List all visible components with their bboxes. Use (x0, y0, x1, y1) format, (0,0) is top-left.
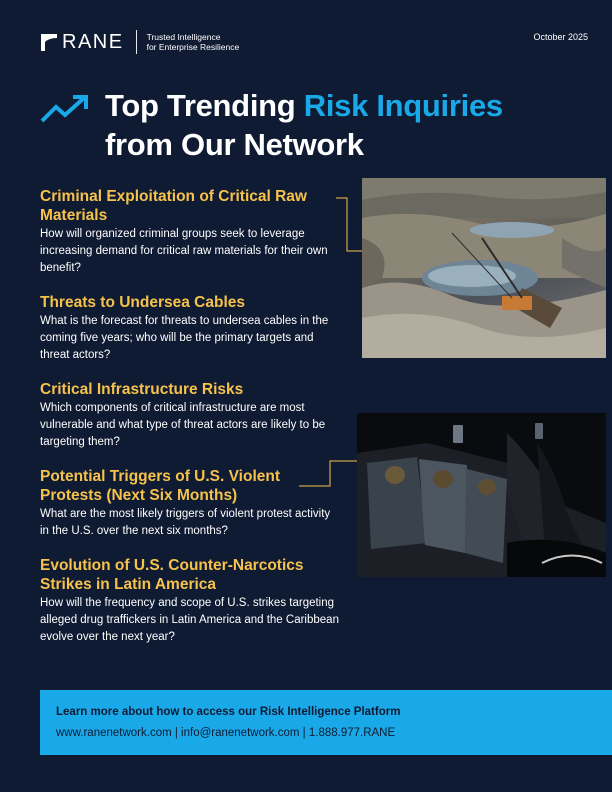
tagline-line1: Trusted Intelligence (146, 31, 221, 42)
rane-logo-icon (40, 32, 58, 52)
title-accent: Risk Inquiries (303, 88, 503, 123)
inquiry-description: Which components of critical infrastructure are most vulnerable and what type of threat actors are likely to be targeting them? (40, 402, 326, 448)
issue-date: October 2025 (533, 32, 588, 42)
inquiry-description: How will organized criminal groups seek to leverage increasing demand for critical raw materials for their own benefit? (40, 228, 328, 274)
inquiry-title: Threats to Undersea Cables (40, 294, 246, 311)
title-part1: Top Trending (105, 88, 304, 123)
inquiry-item (40, 187, 340, 277)
mining-site-photo (362, 178, 606, 358)
inquiry-title: Critical Infrastructure Risks (40, 381, 244, 398)
inquiry-list (40, 187, 340, 662)
inquiry-description: How will the frequency and scope of U.S. strikes targeting alleged drug traffickers in Latin America and the Caribbean evolve over the next year? (40, 597, 339, 643)
title-line2: from Our Network (105, 127, 364, 162)
inquiry-item (40, 556, 340, 646)
footer-banner (40, 690, 612, 755)
tagline (147, 32, 240, 53)
inquiry-item (40, 380, 340, 451)
brand[interactable] (40, 30, 239, 54)
brand-divider (136, 30, 137, 54)
inquiry-title: Criminal Exploitation of Critical Raw Materials (40, 188, 307, 224)
inquiry-title: Potential Triggers of U.S. Violent Protests (Next Six Months) (40, 468, 281, 504)
inquiry-item (40, 467, 340, 540)
logo-text: RANE (62, 31, 124, 53)
inquiry-item (40, 293, 340, 364)
footer-cta[interactable]: Learn more about how to access our Risk Intelligence Platform (56, 706, 401, 718)
protest-photo (357, 413, 606, 577)
inquiry-description: What are the most likely triggers of violent protest activity in the U.S. over the next six months? (40, 508, 331, 537)
inquiry-description: What is the forecast for threats to undersea cables in the coming five years; who will be the primary targets and threat actors? (40, 315, 329, 361)
trending-up-icon (40, 94, 90, 124)
inquiry-title: Evolution of U.S. Counter-Narcotics Strikes in Latin America (40, 557, 304, 593)
footer-contact[interactable]: www.ranenetwork.com | info@ranenetwork.com | 1.888.977.RANE (56, 727, 396, 739)
page-title (105, 86, 503, 164)
tagline-line2: for Enterprise Resilience (146, 42, 240, 52)
